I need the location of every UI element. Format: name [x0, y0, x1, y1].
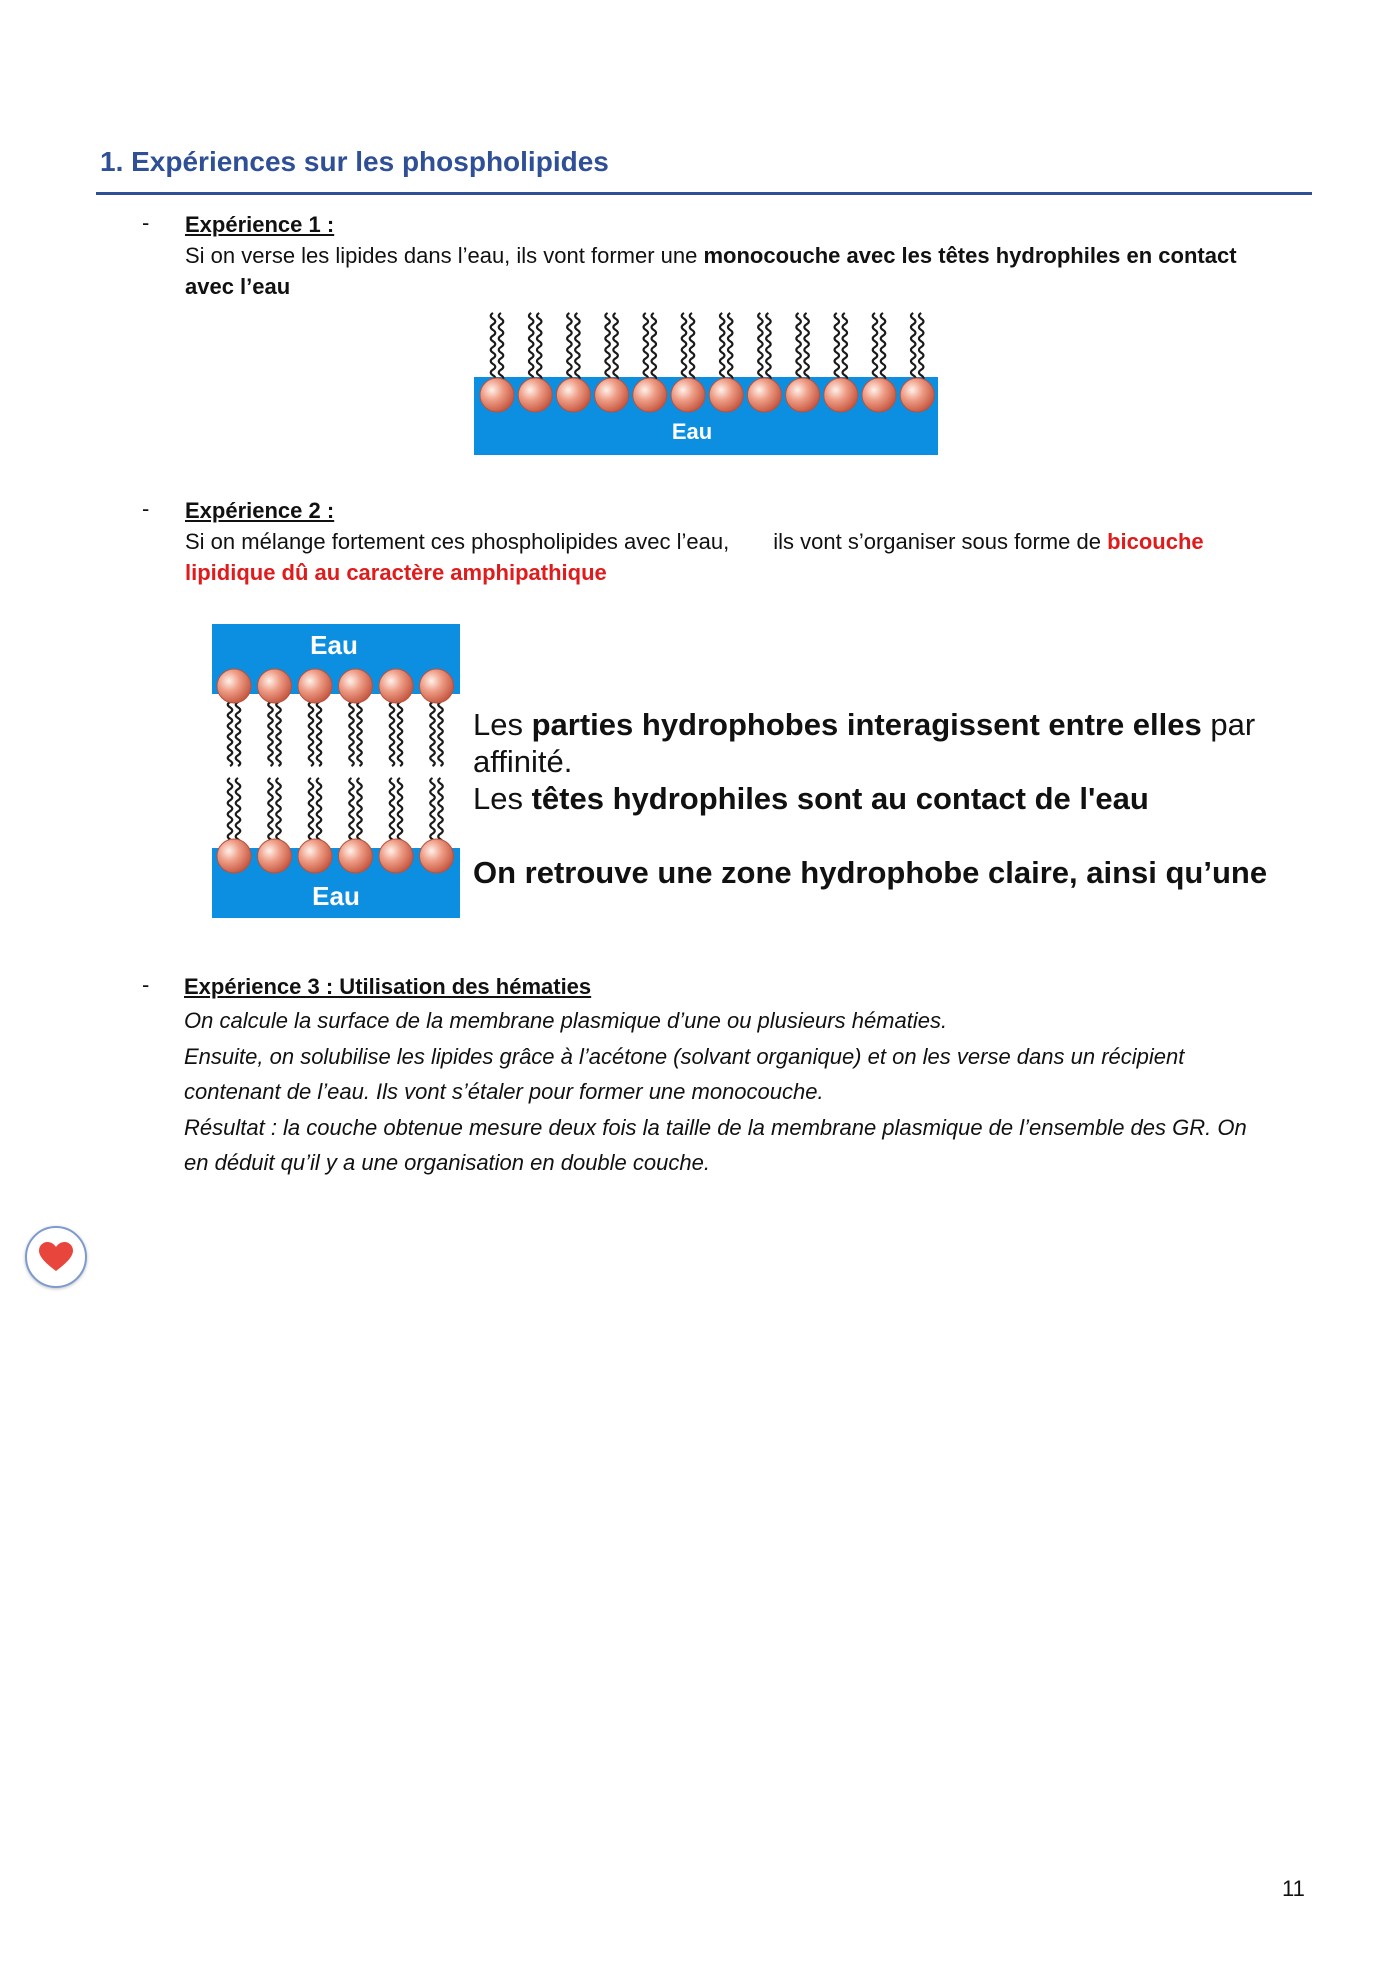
fatty-acid-tail: [796, 313, 801, 381]
hydrophilic-heads: [217, 669, 454, 873]
heart-icon: [39, 1242, 73, 1272]
fatty-acid-tail: [575, 313, 580, 381]
phospholipid-head: [824, 378, 858, 412]
bilayer-figure: [210, 620, 466, 922]
phospholipid-head: [258, 669, 292, 703]
exp2-text-red: bicouche: [1107, 529, 1204, 554]
exp3-line: Résultat : la couche obtenue mesure deux fois la taille de la membrane plasmique de l’ensemble des GR. On: [184, 1114, 1247, 1140]
fatty-acid-tail: [881, 313, 886, 381]
phospholipid-head: [671, 378, 705, 412]
caption-bold: têtes hydrophiles sont au contact de l'eau: [531, 781, 1149, 816]
fatty-acid-tail: [758, 313, 763, 381]
like-button[interactable]: [25, 1226, 87, 1288]
fatty-acid-tail: [499, 313, 504, 381]
fatty-acid-tail: [652, 313, 657, 381]
water-label-top: Eau: [310, 630, 358, 660]
caption-bold: parties hydrophobes interagissent entre elles: [531, 707, 1202, 742]
phospholipid-head: [298, 839, 332, 873]
phospholipid-head: [709, 378, 743, 412]
fatty-acid-tail: [873, 313, 878, 381]
phospholipid-head: [900, 378, 934, 412]
phospholipid-head: [258, 839, 292, 873]
fatty-acid-tail: [843, 313, 848, 381]
exp3-text: [184, 1003, 1344, 1181]
phospholipid-head: [420, 669, 454, 703]
bullet-dash: -: [142, 972, 150, 997]
fatty-acid-tail: [567, 313, 572, 381]
caption-line-2: affinité.: [473, 744, 573, 779]
bilayer-caption: [473, 706, 1267, 891]
page-number: 11: [1282, 1876, 1305, 1901]
phospholipid-head: [480, 378, 514, 412]
phospholipid-head: [862, 378, 896, 412]
water-label-bottom: Eau: [312, 881, 360, 911]
exp3-line: contenant de l’eau. Ils vont s’étaler pour former une monocouche.: [184, 1079, 824, 1104]
exp2-text-part1: Si on mélange fortement ces phospholipides avec l’eau,: [185, 529, 730, 554]
fatty-acid-tail: [804, 313, 809, 381]
monolayer-figure: [470, 305, 940, 457]
phospholipid-head: [217, 839, 251, 873]
exp3-line: en déduit qu’il y a une organisation en double couche.: [184, 1150, 710, 1175]
fatty-acid-tail: [491, 313, 496, 381]
exp1-text-bold-2: avec l’eau: [185, 274, 291, 299]
fatty-acid-tail: [613, 313, 618, 381]
caption-text: par: [1201, 707, 1256, 742]
exp2-text-part2: ils vont s’organiser sous forme de: [773, 529, 1108, 554]
fatty-acid-tail: [644, 313, 649, 381]
fatty-acid-tail: [766, 313, 771, 381]
fatty-acid-tail: [690, 313, 695, 381]
hydrophobic-tails: [228, 686, 443, 856]
exp3-line: Ensuite, on solubilise les lipides grâce à l’acétone (solvant organique) et on les verse dans un récipient: [184, 1043, 1185, 1069]
exp3-line: On calcule la surface de la membrane plasmique d’une ou plusieurs hématies.: [184, 1008, 948, 1033]
bullet-dash: -: [142, 210, 150, 235]
section-title: 1. Expériences sur les phospholipides: [100, 146, 609, 177]
phospholipid-head: [786, 378, 820, 412]
caption-line-4: On retrouve une zone hydrophobe claire, ainsi qu’une: [473, 855, 1268, 890]
fatty-acid-tail: [835, 313, 840, 381]
exp2-text: [185, 526, 1335, 588]
phospholipid-head: [420, 839, 454, 873]
hydrophobic-tails: [491, 313, 924, 381]
phospholipid-head: [379, 669, 413, 703]
exp3-heading: Expérience 3 : Utilisation des hématies: [184, 974, 592, 999]
caption-text: Les: [473, 707, 532, 742]
phospholipid-head: [339, 669, 373, 703]
fatty-acid-tail: [919, 313, 924, 381]
fatty-acid-tail: [529, 313, 534, 381]
phospholipid-head: [556, 378, 590, 412]
fatty-acid-tail: [911, 313, 916, 381]
water-label: Eau: [671, 419, 713, 444]
phospholipid-head: [518, 378, 552, 412]
phospholipid-head: [633, 378, 667, 412]
exp1-text-bold: monocouche avec les têtes hydrophiles en contact: [703, 243, 1237, 268]
phospholipid-head: [747, 378, 781, 412]
exp1-text: [185, 240, 1315, 302]
exp1-text-normal: Si on verse les lipides dans l’eau, ils vont former une: [185, 243, 704, 268]
phospholipid-head: [217, 669, 251, 703]
phospholipid-head: [339, 839, 373, 873]
phospholipid-head: [595, 378, 629, 412]
exp2-heading: Expérience 2 :: [185, 498, 335, 523]
title-divider: [96, 192, 1312, 195]
exp1-heading: Expérience 1 :: [185, 212, 335, 237]
caption-text: Les: [473, 781, 532, 816]
fatty-acid-tail: [720, 313, 725, 381]
exp2-text-red-2: lipidique dû au caractère amphipathique: [185, 560, 607, 585]
fatty-acid-tail: [605, 313, 610, 381]
fatty-acid-tail: [537, 313, 542, 381]
phospholipid-head: [379, 839, 413, 873]
fatty-acid-tail: [682, 313, 687, 381]
bullet-dash: -: [142, 496, 150, 521]
fatty-acid-tail: [728, 313, 733, 381]
phospholipid-head: [298, 669, 332, 703]
